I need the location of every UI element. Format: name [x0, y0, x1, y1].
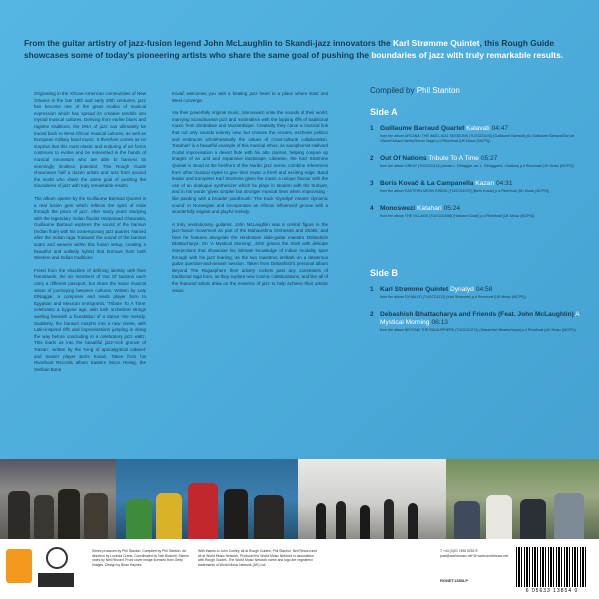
world-music-network-logo [46, 547, 68, 569]
notes-column-1 [34, 91, 146, 379]
artist-photo-strip [0, 459, 599, 539]
intro-highlight-2: boundaries of jazz with truly remarkable results. [371, 49, 564, 60]
track-title: Tribute To A Time [428, 155, 479, 162]
compiled-by [370, 86, 580, 95]
intro-part-2: , this Rough Guide showcases some of today's pioneering artists who share the same goal of pushing the [24, 38, 555, 60]
track-title: Kazan [475, 180, 494, 187]
artist-photo [0, 459, 116, 539]
track-duration: 04:47 [491, 125, 509, 132]
track-number: 4 [370, 205, 374, 212]
side-b-label: Side B [370, 268, 399, 278]
riverboat-logo [38, 573, 74, 587]
track-item [370, 205, 580, 219]
footer-credits: Series produced by Phil Stanton. Compiled by Phil Stanton. Art direction by Lucinda Crane. Coordinated by Neil Bicknell. Sleeve notes by Neil Record. Front cover image licensed from Getty Images. Design by Brian Haynes. [92, 549, 189, 567]
track-artist: Guillaume Barraud Quartet [380, 125, 465, 132]
track-item [370, 155, 580, 169]
notes-paragraph: A truly revolutionary guitarist, John McLaughlin was a central figure in the jazz-fusion movement as part of the Mahavishnu Orchestra and Shakti, and here he features alongside the Hindustani slide-guitar maestro Debashish Bhattacharya. On 'A Mystical Morning', John graces the track with delicate interjections that showcase his intimate knowledge of Indian modality spun through with his jazz leaning, as the two maestros embark on a dexterous guitar question-and-answer session. Taken from Debashish's personal album Beyond The Ragasphere their artistry rockets past any constraints of traditional raga form, as they explore new cosmic collaborations, and like all of the featured artists draw on the essence of jazz to help achieve their artistic vision. [172, 221, 328, 293]
track-item [370, 311, 580, 333]
track-number: 2 [370, 155, 374, 162]
catalog-number: RGNET1385LP [440, 578, 469, 583]
track-artist: Boris Kovač & La Campanella [380, 180, 474, 187]
side-a-label: Side A [370, 107, 398, 117]
track-duration: 06:13 [431, 319, 448, 326]
track-title: Kalavati [466, 125, 490, 132]
track-item [370, 286, 580, 300]
track-artist: Debashish Bhattacharya and Friends (Feat. John McLaughlin) [380, 311, 574, 318]
barcode [516, 547, 588, 587]
notes-paragraph: Kovač welcomes you with a beating jazz heart to a place where East and West converge. [172, 91, 328, 103]
notes-paragraph: Via their powerfully original music, Monoswezi unite the sounds of their world, marrying Scandinavian jazz and minimalism with the lopping riffs of traditional music from Zimbabwe and Mozambique. Creativity they carve a musical link that not only sounds entirely new, but crosses the oceans, eschews politics and embraces wholeheartedly the values of cross-cultural collaboration. 'Katahari' is a beautiful example of this musical ethos, as saxophonist Hallvard Godal improvisation a desert flute with his alto clarinet, helping conjure up images of an arid and expansive landscape. Likewise, the Karl Strømme Quintet is stood at the forefront of the Nordic jazz scene, combine references from other musical styles to give their music a fresh and exciting edge. Band leader and trumpeter Karl Strømme gives the music a unique flavour with the use of an analogue synthesizer which he plays in tandem with the trumpet, and in his words 'gives simpler but stronger musical lines when improvising - like painting with a broader paintbrush.' The track 'Dynalyd' means 'dynamic sound' in Norwegian and incorporates an African influenced groove with a wonderfully original and playful melody. [172, 110, 328, 215]
track-credit: from the album BEYOND THE RAGASPHERE (TUGCD1074) (Debashish Bhattacharya) p.d Riverboat (UK Music (MCPS)) [380, 328, 576, 332]
rough-guides-logo [6, 549, 32, 583]
tracklist-side-a [370, 86, 580, 230]
track-duration: 04:58 [475, 286, 493, 293]
compiler-name: Phil Stanton [416, 86, 460, 95]
track-number: 1 [370, 286, 374, 293]
track-number: 2 [370, 311, 374, 318]
intro-highlight-1: Karl Strømme Quintet [393, 38, 480, 48]
notes-column-2 [172, 91, 328, 300]
track-title: A Mystical Morning [380, 311, 580, 326]
notes-paragraph: The album opener by the Guillaume Barraud Quartet is a real fusion gem which reflects the spirit of India through the prism of jazz. After many years studying with the legendary Indian flautist Hariprasad Chaurasia, Guillaume Barraud explores the sound of the bansuri (Indian flute) with his contemporary jazz quartet. Named after the Indian raga 'Kalavati' the sound of the bansuri soars and weaves within this fusion setup, creating a beautiful and unlikely hybrid that borrows from both Western and Indian traditions. [34, 195, 146, 261]
track-artist: Out Of Nations [380, 155, 427, 162]
footer-thanks: With thanks to John Conley, all at Rough Guides, Phil Stanton, Neil Record and all at World Music Network. Produced for World Music Network in association with Rough Guides. The World Music Network name and logo are registered trademarks of World Music Network (UK) Ltd. [198, 549, 318, 567]
track-credit: from the album DYNALYD (TUGCD1112) (Karl Strømme) p.d Riverboat (UK Music (MCPS)) [380, 295, 526, 299]
intro-text [24, 38, 584, 61]
track-number: 3 [370, 180, 374, 187]
artist-photo [298, 459, 446, 539]
track-credit: from the album THE VILLAGE (TUGCD1088) (Hallvard Godal) p.d Riverboat (UK Music (MCPS)) [380, 214, 535, 218]
tracklist-side-b [370, 268, 580, 344]
track-item [370, 180, 580, 194]
track-credit: from the album GREAT (TUGCD1114) (music L. ElNaggar, arr. L. ElNaggar/A. Chalkoo) p.d Riverboat (UK Music (MCPS)) [380, 164, 574, 168]
footer-contact: T +44 (0)20 7498 5252 E post@worldmusic.net W www.worldmusic.net [440, 549, 509, 558]
artist-photo [116, 459, 298, 539]
track-title: Dynalyd [450, 286, 474, 293]
barcode-number: 6 05633 13854 0 [525, 588, 579, 594]
track-duration: 05:27 [480, 155, 498, 162]
notes-paragraph: Freed from the shackles of defining identity with their homelands, the six members of Out Of Nations each carry a different passport, but share the same musical vision of journeying between cultures. Written by Lety ElNaggar, a composer and reeds player born to Egyptian and Mexican immigrants, 'Tribute To A Time' celebrates a bygone age, with lush orchestral strings swirling beneath a foundation of a dance rise melody. Suddenly, the bansuri morphs into a new scene, with Latin-inspired riffs and improvisations jumping in along the way before concluding in a celebratory jazz waltz. This leads us into the beautiful jazz-rock groove of 'Kazan', written by the 'King of apocalyptical cabaret' and master player Boris Kovač. Taken from his Riverboat Records album Eastern Moon Rising, the Serbian Boris [34, 267, 146, 372]
notes-paragraph: Originating in the African-American communities of New Orleans in the late 19th and early 20th centuries, jazz has become one of the great modes of musical expression which has spread its creative tendrils into myriad musical cultures. Deriving from earlier blues and ragtime traditions, the DNA of jazz can ultimately be traced back to West African musical cultures, as well as European military band music. It therefore comes as no surprise that this most elastic and enduring of art forms continues to evolve and be reinvented in the hands of musical innovators who are able to harness its seemingly limitless potential. This Rough Guide showcases half a dozen artists and acts from around the world who share the same goal of pushing the boundaries of jazz with truly remarkable results. [34, 91, 146, 189]
intro-part-1: From the guitar artistry of jazz-fusion legend John McLaughlin to Skandi-jazz innovators the [24, 38, 391, 48]
track-item [370, 125, 580, 144]
track-credit: from the album EASTERN MOON RISING (TUGCD1070) (Boris Kovač) p.d Riverboat (UK Music (MCPS)) [380, 189, 550, 193]
footer [0, 539, 599, 599]
track-duration: 04:31 [496, 180, 513, 187]
compiled-prefix: Compiled by [370, 86, 415, 95]
track-title: Katahari [417, 205, 442, 212]
track-credit: from the album ARCANA: THE INDO-JAZZ SESSIONS (TUGCD1103) (Guillaume Barraud) p/c Guillaume Barraud/Son de Vilaine/Johann Berby/Simon Nagel p.d Riverboat (UK Music (MCPS)) [380, 134, 575, 143]
artist-photo [446, 459, 599, 539]
track-artist: Karl Strømme Quintet [380, 286, 449, 293]
track-duration: 05:24 [443, 205, 461, 212]
track-artist: Monoswezi [380, 205, 416, 212]
track-number: 1 [370, 125, 374, 132]
